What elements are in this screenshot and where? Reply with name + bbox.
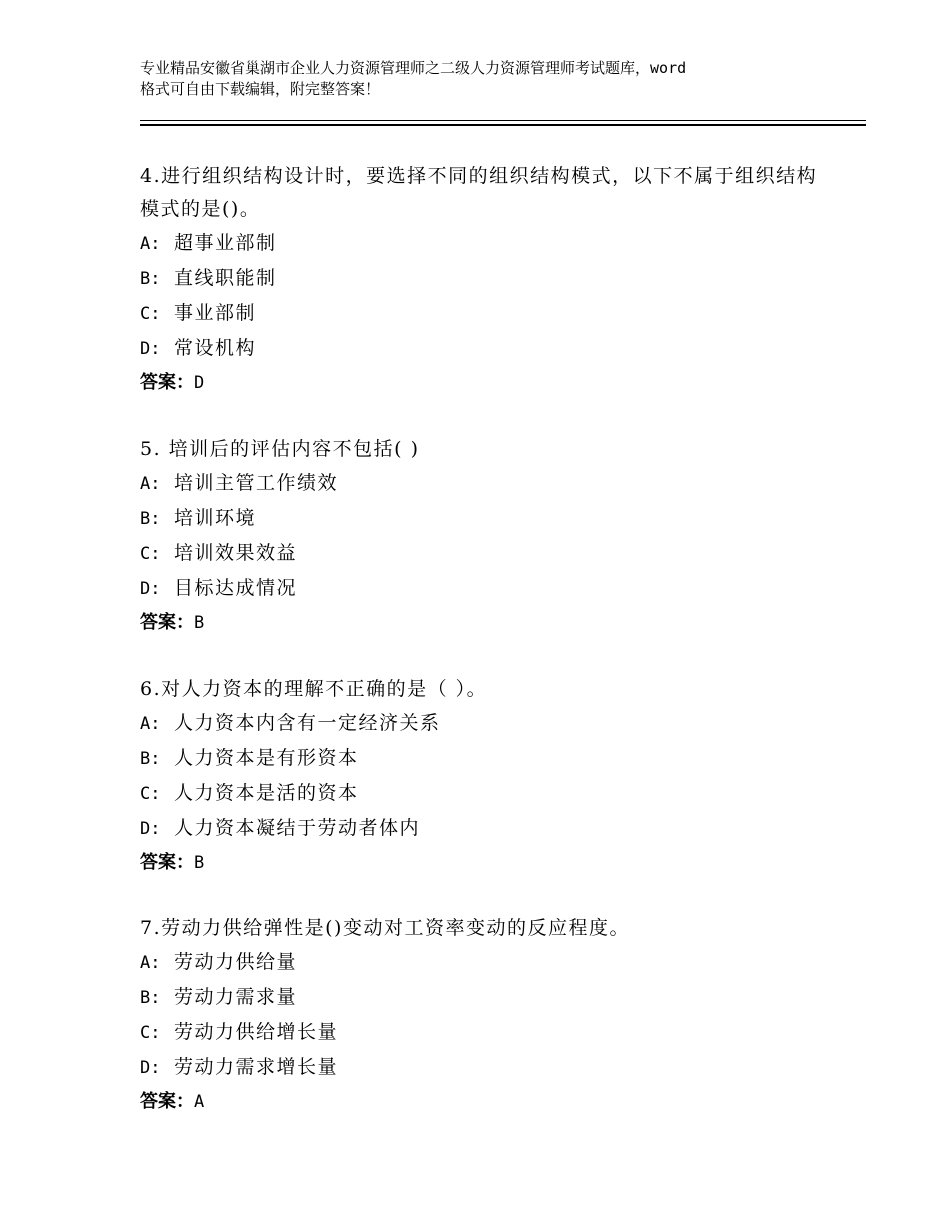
option-key: D: xyxy=(140,339,161,359)
answer-label: 答案： xyxy=(140,612,194,633)
question-stem: 6.对人力资本的理解不正确的是（ ）。 xyxy=(140,678,488,700)
header-title-line-2: 格式可自由下载编辑，附完整答案！ xyxy=(140,80,381,98)
option-text: 劳动力供给增长量 xyxy=(174,1021,339,1043)
option-key: B: xyxy=(140,749,161,769)
option-c xyxy=(140,1015,820,1050)
option-key: A: xyxy=(140,474,161,494)
option-text: 直线职能制 xyxy=(174,267,277,289)
option-key: B: xyxy=(140,269,161,289)
option-key: C: xyxy=(140,304,161,324)
option-b xyxy=(140,261,820,296)
question-stem: 5. 培训后的评估内容不包括( ) xyxy=(140,438,420,460)
option-text: 培训效果效益 xyxy=(174,542,298,564)
option-c xyxy=(140,296,820,331)
option-c xyxy=(140,536,820,571)
option-text: 事业部制 xyxy=(174,302,257,324)
option-a xyxy=(140,466,820,501)
question-block xyxy=(140,433,820,640)
answer-line xyxy=(140,606,820,640)
option-a xyxy=(140,226,820,261)
option-key: D: xyxy=(140,819,161,839)
option-text: 培训环境 xyxy=(174,507,257,529)
option-text: 常设机构 xyxy=(174,337,257,359)
option-text: 人力资本凝结于劳动者体内 xyxy=(174,817,421,839)
answer-value: B xyxy=(194,853,205,873)
option-key: D: xyxy=(140,579,161,599)
answer-value: B xyxy=(194,613,205,633)
option-a xyxy=(140,945,820,980)
option-d xyxy=(140,811,820,846)
option-key: C: xyxy=(140,544,161,564)
option-text: 人力资本是有形资本 xyxy=(174,747,359,769)
question-block xyxy=(140,160,820,400)
option-text: 劳动力需求量 xyxy=(174,986,298,1008)
option-text: 超事业部制 xyxy=(174,232,277,254)
option-b xyxy=(140,980,820,1015)
option-d xyxy=(140,1050,820,1085)
answer-line xyxy=(140,1085,820,1119)
option-key: A: xyxy=(140,714,161,734)
option-key: A: xyxy=(140,953,161,973)
option-b xyxy=(140,501,820,536)
option-d xyxy=(140,331,820,366)
answer-line xyxy=(140,366,820,400)
header-divider-thin xyxy=(140,120,866,121)
option-key: C: xyxy=(140,1023,161,1043)
answer-line xyxy=(140,846,820,880)
option-key: B: xyxy=(140,509,161,529)
option-text: 人力资本是活的资本 xyxy=(174,782,359,804)
option-key: C: xyxy=(140,784,161,804)
answer-label: 答案： xyxy=(140,372,194,393)
option-d xyxy=(140,571,820,606)
option-key: B: xyxy=(140,988,161,1008)
option-key: D: xyxy=(140,1058,161,1078)
answer-value: D xyxy=(194,373,205,393)
option-text: 培训主管工作绩效 xyxy=(174,472,339,494)
header-divider-thick xyxy=(140,124,866,126)
option-b xyxy=(140,741,820,776)
answer-label: 答案： xyxy=(140,852,194,873)
header-title-line-1: 专业精品安徽省巢湖市企业人力资源管理师之二级人力资源管理师考试题库，word xyxy=(140,59,687,77)
document-header xyxy=(140,58,840,100)
option-key: A: xyxy=(140,234,161,254)
question-stem: 7.劳动力供给弹性是()变动对工资率变动的反应程度。 xyxy=(140,917,630,939)
option-text: 人力资本内含有一定经济关系 xyxy=(174,712,441,734)
answer-value: A xyxy=(194,1092,205,1112)
option-text: 目标达成情况 xyxy=(174,577,298,599)
question-stem: 4.进行组织结构设计时，要选择不同的组织结构模式，以下不属于组织结构模式的是()。 xyxy=(140,165,818,220)
answer-label: 答案： xyxy=(140,1091,194,1112)
option-text: 劳动力需求增长量 xyxy=(174,1056,339,1078)
question-block xyxy=(140,912,820,1119)
option-a xyxy=(140,706,820,741)
question-block xyxy=(140,673,820,880)
option-c xyxy=(140,776,820,811)
option-text: 劳动力供给量 xyxy=(174,951,298,973)
